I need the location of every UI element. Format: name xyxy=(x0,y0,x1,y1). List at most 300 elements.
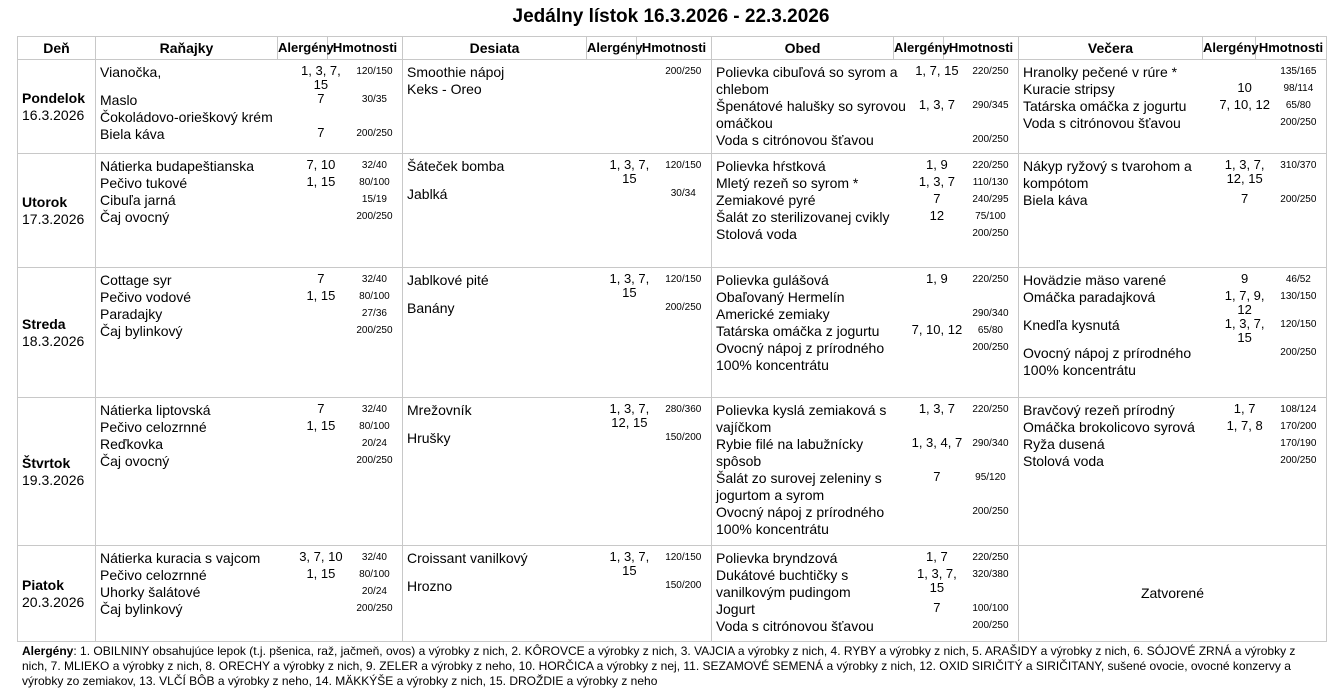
item-name: Čaj bylinkový xyxy=(100,601,183,617)
page-title: Jedálny lístok 16.3.2026 - 22.3.2026 xyxy=(512,6,830,27)
dinner-cell xyxy=(1019,398,1327,546)
item-allergens xyxy=(1219,453,1271,470)
day-row xyxy=(18,268,1327,398)
lunch-cell xyxy=(712,268,1019,398)
menu-item xyxy=(403,550,711,578)
day-date: 19.3.2026 xyxy=(22,471,85,488)
item-weight: 32/40 xyxy=(361,160,387,171)
item-name: Obaľovaný Hermelín xyxy=(716,289,845,305)
item-allergens xyxy=(911,132,963,149)
item-name: Cottage syr xyxy=(100,272,172,288)
item-allergens xyxy=(603,81,655,98)
breakfast-cell xyxy=(96,398,403,546)
item-allergens xyxy=(603,300,655,317)
day-name: Štvrtok xyxy=(22,454,71,471)
item-name: Čaj ovocný xyxy=(100,209,170,225)
item-name: Nátierka budapeštianska xyxy=(100,158,255,174)
day-cell xyxy=(18,154,96,268)
item-allergens xyxy=(1219,345,1271,379)
menu-item xyxy=(712,618,1018,635)
item-weight: 200/250 xyxy=(1280,347,1317,358)
item-name: Vianočka, xyxy=(100,64,162,80)
item-weight: 15/19 xyxy=(361,194,387,205)
item-weight: 220/250 xyxy=(972,160,1009,171)
item-name: Banány xyxy=(407,300,455,316)
item-weight: 290/345 xyxy=(972,100,1009,111)
menu-item xyxy=(96,209,402,226)
item-weight: 20/24 xyxy=(361,586,387,597)
item-name: Dukátové buchtičky s vanilkovým pudingom xyxy=(716,567,851,600)
day-cell xyxy=(18,398,96,546)
item-weight: 100/100 xyxy=(972,603,1009,614)
item-name: Mrežovník xyxy=(407,402,472,418)
item-allergens: 1, 3, 7, 15 xyxy=(609,271,650,300)
item-weight: 32/40 xyxy=(361,552,387,563)
day-row xyxy=(18,154,1327,268)
item-name: Pečivo celozrnné xyxy=(100,567,207,583)
menu-item xyxy=(96,272,402,289)
item-weight: 135/165 xyxy=(1280,66,1317,77)
item-allergens xyxy=(295,601,347,618)
item-name: Hranolky pečené v rúre * xyxy=(1023,64,1178,80)
menu-item xyxy=(712,226,1018,243)
item-allergens xyxy=(295,192,347,209)
item-allergens xyxy=(295,436,347,453)
day-date: 16.3.2026 xyxy=(22,106,85,123)
dinner-closed: Zatvorené xyxy=(1019,546,1327,642)
item-allergens: 7, 10, 12 xyxy=(1219,97,1270,112)
item-allergens: 7 xyxy=(933,469,941,484)
menu-item xyxy=(1019,289,1326,317)
item-allergens: 12 xyxy=(929,208,945,223)
item-weight: 95/120 xyxy=(975,472,1006,483)
lunch-cell xyxy=(712,60,1019,154)
menu-item xyxy=(96,126,402,143)
item-allergens xyxy=(911,504,963,538)
menu-item xyxy=(1019,192,1326,209)
menu-item xyxy=(712,470,1018,504)
item-allergens: 1, 3, 7 xyxy=(918,97,955,112)
item-name: Reďkovka xyxy=(100,436,164,452)
item-weight: 200/250 xyxy=(1280,455,1317,466)
item-allergens xyxy=(603,430,655,447)
item-name: Voda s citrónovou šťavou xyxy=(1023,115,1181,131)
item-weight: 290/340 xyxy=(972,438,1009,449)
menu-item xyxy=(96,64,402,92)
item-name: Stolová voda xyxy=(716,226,797,242)
menu-item xyxy=(1019,436,1326,453)
header-dinner: Večera xyxy=(1019,37,1203,60)
item-name: Ovocný nápoj z prírodného 100% koncentrátu xyxy=(716,340,885,373)
item-name: Pečivo celozrnné xyxy=(100,419,207,435)
item-allergens: 7 xyxy=(317,125,325,140)
item-allergens: 1, 3, 7, 15 xyxy=(1224,316,1265,345)
item-allergens xyxy=(295,453,347,470)
breakfast-cell xyxy=(96,268,403,398)
menu-item xyxy=(712,601,1018,618)
menu-item xyxy=(712,289,1018,306)
item-allergens: 1, 7, 15 xyxy=(915,63,959,78)
item-weight xyxy=(656,81,711,98)
item-allergens: 1, 7, 9, 12 xyxy=(1224,288,1265,317)
item-allergens: 1, 3, 7 xyxy=(918,401,955,416)
menu-item xyxy=(403,64,711,81)
item-name: Hovädzie mäso varené xyxy=(1023,272,1167,288)
item-name: Polievka gulášová xyxy=(716,272,829,288)
menu-item xyxy=(712,209,1018,226)
item-weight: 120/150 xyxy=(1280,319,1317,330)
item-weight: 220/250 xyxy=(972,66,1009,77)
header-weight: Hmotnosti xyxy=(1256,37,1327,60)
item-weight: 32/40 xyxy=(361,404,387,415)
menu-item xyxy=(1019,158,1326,192)
item-allergens xyxy=(603,186,655,203)
item-allergens: 10 xyxy=(1237,80,1252,95)
item-name: Keks - Oreo xyxy=(407,81,482,97)
item-name: Smoothie nápoj xyxy=(407,64,505,80)
menu-item xyxy=(1019,345,1326,379)
item-name: Čaj ovocný xyxy=(100,453,170,469)
item-weight: 200/250 xyxy=(356,211,393,222)
menu-item xyxy=(1019,115,1326,132)
item-weight: 200/250 xyxy=(972,134,1009,145)
item-name: Jogurt xyxy=(716,601,755,617)
snack-cell xyxy=(403,60,712,154)
item-weight: 200/250 xyxy=(972,228,1009,239)
item-allergens: 1, 7 xyxy=(1233,401,1256,416)
menu-item xyxy=(403,81,711,98)
item-name: Čaj bylinkový xyxy=(100,323,183,339)
menu-body xyxy=(18,60,1327,642)
item-name: Jablká xyxy=(407,186,448,202)
item-allergens: 1, 15 xyxy=(306,288,336,303)
day-cell xyxy=(18,546,96,642)
item-name: Biela káva xyxy=(1023,192,1088,208)
item-allergens: 1, 3, 7, 12, 15 xyxy=(609,401,650,430)
item-allergens: 3, 7, 10 xyxy=(299,549,343,564)
item-allergens xyxy=(295,306,347,323)
dinner-cell xyxy=(1019,268,1327,398)
item-allergens: 7 xyxy=(933,600,941,615)
snack-cell xyxy=(403,546,712,642)
breakfast-cell xyxy=(96,546,403,642)
menu-item xyxy=(712,436,1018,470)
item-allergens: 1, 3, 4, 7 xyxy=(911,435,963,450)
item-name: Polievka cibuľová so syrom a chlebom xyxy=(716,64,898,97)
item-name: Polievka bryndzová xyxy=(716,550,838,566)
menu-item xyxy=(712,340,1018,374)
item-allergens xyxy=(911,306,963,323)
header-weight: Hmotnosti xyxy=(328,37,403,60)
item-name: Americké zemiaky xyxy=(716,306,830,322)
item-name: Nátierka liptovská xyxy=(100,402,211,418)
menu-item xyxy=(403,186,711,203)
header-snack: Desiata xyxy=(403,37,587,60)
item-allergens: 7 xyxy=(317,401,325,416)
item-allergens: 1, 3, 7, 15 xyxy=(917,566,957,595)
item-allergens: 7 xyxy=(933,191,941,206)
menu-item xyxy=(712,272,1018,289)
header-breakfast: Raňajky xyxy=(96,37,278,60)
menu-item xyxy=(96,175,402,192)
item-weight: 130/150 xyxy=(1280,291,1317,302)
menu-item xyxy=(96,419,402,436)
lunch-cell xyxy=(712,546,1019,642)
menu-item xyxy=(403,402,711,430)
menu-item xyxy=(96,584,402,601)
item-weight: 110/130 xyxy=(972,177,1009,188)
menu-item xyxy=(712,158,1018,175)
item-allergens: 1, 3, 7, 15 xyxy=(609,549,650,578)
item-allergens xyxy=(603,64,655,81)
menu-item xyxy=(96,550,402,567)
item-weight: 120/150 xyxy=(665,552,702,563)
allergen-legend xyxy=(22,644,1322,689)
item-weight: 170/190 xyxy=(1280,438,1317,449)
item-name: Ryža dusená xyxy=(1023,436,1105,452)
menu-item xyxy=(712,402,1018,436)
item-weight: 280/360 xyxy=(665,404,702,415)
item-weight: 200/250 xyxy=(1280,117,1317,128)
day-row xyxy=(18,398,1327,546)
item-weight: 80/100 xyxy=(359,421,390,432)
menu-item xyxy=(403,578,711,595)
menu-item xyxy=(712,306,1018,323)
day-name: Pondelok xyxy=(22,89,86,106)
item-weight: 200/250 xyxy=(356,325,393,336)
menu-item xyxy=(712,550,1018,567)
item-allergens: 1, 7, 8 xyxy=(1226,418,1263,433)
item-name: Rybie filé na labužnícky spôsob xyxy=(716,436,864,469)
breakfast-cell xyxy=(96,154,403,268)
menu-item xyxy=(96,109,402,126)
item-weight: 65/80 xyxy=(1285,100,1311,111)
day-date: 17.3.2026 xyxy=(22,210,85,227)
item-weight: 200/250 xyxy=(972,342,1009,353)
item-weight: 240/295 xyxy=(972,194,1009,205)
item-allergens xyxy=(1219,64,1271,81)
item-allergens: 1, 3, 7, 15 xyxy=(301,63,341,92)
item-name: Ovocný nápoj z prírodného 100% koncentrátu xyxy=(716,504,885,537)
item-weight: 80/100 xyxy=(359,569,390,580)
menu-item xyxy=(712,64,1018,98)
item-weight: 150/200 xyxy=(665,432,702,443)
item-name: Kuracie stripsy xyxy=(1023,81,1115,97)
item-weight: 200/250 xyxy=(356,128,393,139)
item-name: Hrušky xyxy=(407,430,451,446)
menu-item xyxy=(403,272,711,300)
menu-item xyxy=(712,504,1018,538)
day-date: 18.3.2026 xyxy=(22,332,85,349)
menu-item xyxy=(1019,419,1326,436)
menu-item xyxy=(403,158,711,186)
item-name: Šáteček bomba xyxy=(407,158,505,174)
item-weight: 20/24 xyxy=(361,438,387,449)
breakfast-cell xyxy=(96,60,403,154)
menu-item xyxy=(1019,81,1326,98)
item-weight: 30/34 xyxy=(670,188,696,199)
menu-item xyxy=(712,192,1018,209)
header-weight: Hmotnosti xyxy=(944,37,1019,60)
item-weight: 120/150 xyxy=(356,66,393,77)
day-cell xyxy=(18,60,96,154)
item-weight: 98/114 xyxy=(1283,83,1314,94)
header-day: Deň xyxy=(18,37,96,60)
item-weight: 290/340 xyxy=(972,308,1009,319)
item-name: Biela káva xyxy=(100,126,165,142)
menu-item xyxy=(96,92,402,109)
item-allergens xyxy=(295,209,347,226)
item-weight: 220/250 xyxy=(972,552,1009,563)
menu-item xyxy=(403,300,711,317)
item-allergens xyxy=(295,584,347,601)
menu-item xyxy=(96,402,402,419)
header-allergens: Alergény xyxy=(894,37,944,60)
item-name: Mletý rezeň so syrom * xyxy=(716,175,859,191)
item-name: Nákyp ryžový s tvarohom a kompótom xyxy=(1023,158,1192,191)
item-weight: 80/100 xyxy=(359,177,390,188)
item-weight: 200/250 xyxy=(972,506,1009,517)
item-weight: 200/250 xyxy=(665,302,702,313)
menu-item xyxy=(96,601,402,618)
item-weight: 200/250 xyxy=(356,603,393,614)
item-name: Pečivo vodové xyxy=(100,289,192,305)
item-allergens: 7, 10 xyxy=(306,157,336,172)
item-name: Tatárska omáčka z jogurtu xyxy=(716,323,880,339)
item-allergens: 1, 9 xyxy=(926,157,948,172)
day-date: 20.3.2026 xyxy=(22,593,85,610)
menu-item xyxy=(712,323,1018,340)
menu-item xyxy=(96,567,402,584)
item-allergens xyxy=(911,340,963,374)
item-name: Knedľa kysnutá xyxy=(1023,317,1120,333)
menu-item xyxy=(1019,272,1326,289)
legend-label: Alergény xyxy=(22,644,74,658)
header-weight: Hmotnosti xyxy=(637,37,712,60)
item-allergens xyxy=(1219,436,1271,453)
item-name: Čokoládovo-orieškový krém xyxy=(100,109,273,125)
header-lunch: Obed xyxy=(712,37,894,60)
item-allergens: 7, 10, 12 xyxy=(911,322,963,337)
item-allergens: 1, 15 xyxy=(306,566,336,581)
item-allergens: 7 xyxy=(317,271,325,286)
menu-item xyxy=(403,430,711,447)
item-weight: 46/52 xyxy=(1285,274,1311,285)
item-allergens xyxy=(911,289,963,306)
item-name: Polievka hŕstková xyxy=(716,158,826,174)
header-allergens: Alergény xyxy=(278,37,328,60)
menu-item xyxy=(96,453,402,470)
item-name: Polievka kyslá zemiaková s vajíčkom xyxy=(716,402,887,435)
item-allergens: 1, 3, 7 xyxy=(918,174,955,189)
item-weight: 220/250 xyxy=(972,274,1009,285)
snack-cell xyxy=(403,268,712,398)
item-weight: 108/124 xyxy=(1280,404,1317,415)
menu-item xyxy=(96,289,402,306)
snack-cell xyxy=(403,154,712,268)
item-allergens: 1, 3, 7, 12, 15 xyxy=(1224,157,1265,186)
day-cell xyxy=(18,268,96,398)
menu-item xyxy=(1019,402,1326,419)
item-name: Bravčový rezeň prírodný xyxy=(1023,402,1175,418)
item-name: Voda s citrónovou šťavou xyxy=(716,132,874,148)
item-allergens: 1, 3, 7, 15 xyxy=(609,157,650,186)
item-name: Omáčka paradajková xyxy=(1023,289,1156,305)
item-name: Stolová voda xyxy=(1023,453,1104,469)
day-row xyxy=(18,546,1327,642)
item-weight: 220/250 xyxy=(972,404,1009,415)
item-allergens: 1, 9 xyxy=(926,271,948,286)
legend-text: : 1. OBILNINY obsahujúce lepok (t.j. pšenica, raž, jačmeň, ovos) a výrobky z nich, 2. KÔROVCE a výrobky z nich, 3. VAJCIA a výrobky z nich, 4. RYBY a výrobky z nich, 5. ARAŠIDY a výrobky z nich, 6. SÓJOVÉ ZRNÁ a výrobky z nich, 7. MLIEKO a výrobky z nich, 8. ORECHY a výrobky z nich, 9. ZELER a výrobky z neho, 10. HORČICA a výrobky z nej, 11. SEZAMOVÉ SEMENÁ a výrobky z nich, 12. OXID SIRIČITÝ a SIRIČITANY, sušené ovocie, ovocné konzervy a výrobky zo zemiakov, 13. VLČÍ BÔB a výrobky z neho, 14. MÄKKÝŠE a výrobky z nich, 15. DROŽDIE a výrobky z neho xyxy=(22,644,1296,688)
item-name: Špenátové halušky so syrovou omáčkou xyxy=(716,98,906,131)
item-name: Maslo xyxy=(100,92,138,108)
item-name: Zemiakové pyré xyxy=(716,192,816,208)
menu-table xyxy=(17,36,1327,642)
item-weight: 200/250 xyxy=(356,455,393,466)
item-allergens xyxy=(911,226,963,243)
item-name: Voda s citrónovou šťavou xyxy=(716,618,874,634)
dinner-cell xyxy=(1019,60,1327,154)
menu-item xyxy=(712,98,1018,132)
item-weight: 200/250 xyxy=(972,620,1009,631)
item-allergens: 7 xyxy=(1241,191,1249,206)
item-allergens xyxy=(1219,115,1271,132)
item-allergens xyxy=(603,578,655,595)
menu-item xyxy=(96,436,402,453)
item-name: Šalát zo sterilizovanej cvikly xyxy=(716,209,890,225)
menu-item xyxy=(712,567,1018,601)
item-name: Jablkové pité xyxy=(407,272,489,288)
menu-item xyxy=(96,323,402,340)
item-name: Paradajky xyxy=(100,306,163,322)
item-allergens xyxy=(911,618,963,635)
item-allergens xyxy=(295,109,347,126)
item-allergens xyxy=(295,323,347,340)
item-allergens: 1, 15 xyxy=(306,418,336,433)
item-weight xyxy=(347,109,402,126)
item-weight: 65/80 xyxy=(977,325,1003,336)
item-allergens: 1, 15 xyxy=(306,174,336,189)
menu-item xyxy=(1019,98,1326,115)
menu-item xyxy=(712,132,1018,149)
item-name: Šalát zo surovej zeleniny s jogurtom a syrom xyxy=(716,470,882,503)
header-row xyxy=(18,37,1327,60)
item-name: Uhorky šalátové xyxy=(100,584,201,600)
item-name: Ovocný nápoj z prírodného 100% koncentrátu xyxy=(1023,345,1192,378)
item-weight: 27/36 xyxy=(361,308,387,319)
menu-item xyxy=(1019,317,1326,345)
item-weight: 150/200 xyxy=(665,580,702,591)
snack-cell xyxy=(403,398,712,546)
menu-item xyxy=(96,192,402,209)
menu-item xyxy=(1019,453,1326,470)
item-weight: 170/200 xyxy=(1280,421,1317,432)
menu-item xyxy=(96,158,402,175)
item-name: Hrozno xyxy=(407,578,453,594)
menu-item xyxy=(1019,64,1326,81)
menu-item xyxy=(712,175,1018,192)
header-allergens: Alergény xyxy=(1203,37,1256,60)
header-allergens: Alergény xyxy=(587,37,637,60)
dinner-cell xyxy=(1019,154,1327,268)
lunch-cell xyxy=(712,398,1019,546)
item-name: Nátierka kuracia s vajcom xyxy=(100,550,261,566)
item-name: Omáčka brokolicovo syrová xyxy=(1023,419,1195,435)
item-weight xyxy=(963,289,1018,306)
item-weight: 75/100 xyxy=(975,211,1006,222)
item-allergens: 1, 7 xyxy=(926,549,948,564)
item-name: Tatárska omáčka z jogurtu xyxy=(1023,98,1187,114)
